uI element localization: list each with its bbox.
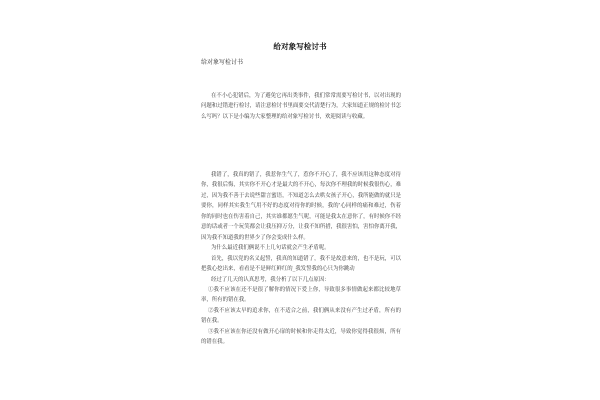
page-title: 给对象写检讨书 bbox=[273, 42, 327, 51]
intro-section bbox=[201, 91, 401, 122]
body-paragraph: ②我不应该太早的追求你，在不适合之前，我们俩从来没有产生过矛盾，所有的错在我。 bbox=[201, 307, 401, 325]
letter-body bbox=[201, 170, 401, 348]
body-paragraph: ①我不应该在还不是很了解你的情况下爱上你，导致很多事情做起来都比较地草率，所有的错在我。 bbox=[201, 286, 401, 304]
body-paragraph: 首先，我以党的名义起誓，我真的知道错了，我不是故意来的，也不是玩，可以把我心挖出来，看看是不是鲜红鲜红的_我发誓我的心只为你跳动 bbox=[201, 255, 401, 273]
intro-paragraph: 在不小心犯错后，为了避免它再出类事件，我们常常需要写检讨书，以对出现的问题和过错进行检讨，请注意检讨书里面要交代清楚行为，大家知道正规的检讨书怎么写吗？以下是小编为大家整理的给对象写检讨书，欢迎阅读与收藏。 bbox=[201, 93, 401, 120]
body-paragraph: 为什么最近我们俩说不上几句话就会产生矛盾呢。 bbox=[211, 245, 330, 252]
body-paragraph: 我错了，我真的错了，我惹你生气了，惹你不开心了，我不应该用这种态度对待你，我很后悔，其实你不开心才是最大的不开心，每次你不理我的时候我很伤心，难过，因为我不善于去说些甜言蜜语，不知道怎么去哄女孩子开心，我所能做的就只是要你，同样其实我生气用不好的态度对待你的时候，我的’心同样的痛和难过，伤着你的同时也在伤害着自己，其实谁都愿生气呢，可能是我太在意你了，有时候你不经意的话或者一个玩笑都会让我压抑万分，让我不知所措，我很害怕，害怕你离开我，因为我不知道我的世界少了你会变成什么样。 bbox=[201, 172, 401, 241]
body-paragraph: 经过了几天的认真思考，我分析了以下几点原因： bbox=[211, 276, 330, 283]
body-paragraph: ③我不应该在你还没有做开心扉的时候和你走得太近，导致你觉得我很烦，所有的错在我。 bbox=[201, 328, 401, 346]
document-subtitle: 给对象写检讨书 bbox=[201, 59, 244, 66]
